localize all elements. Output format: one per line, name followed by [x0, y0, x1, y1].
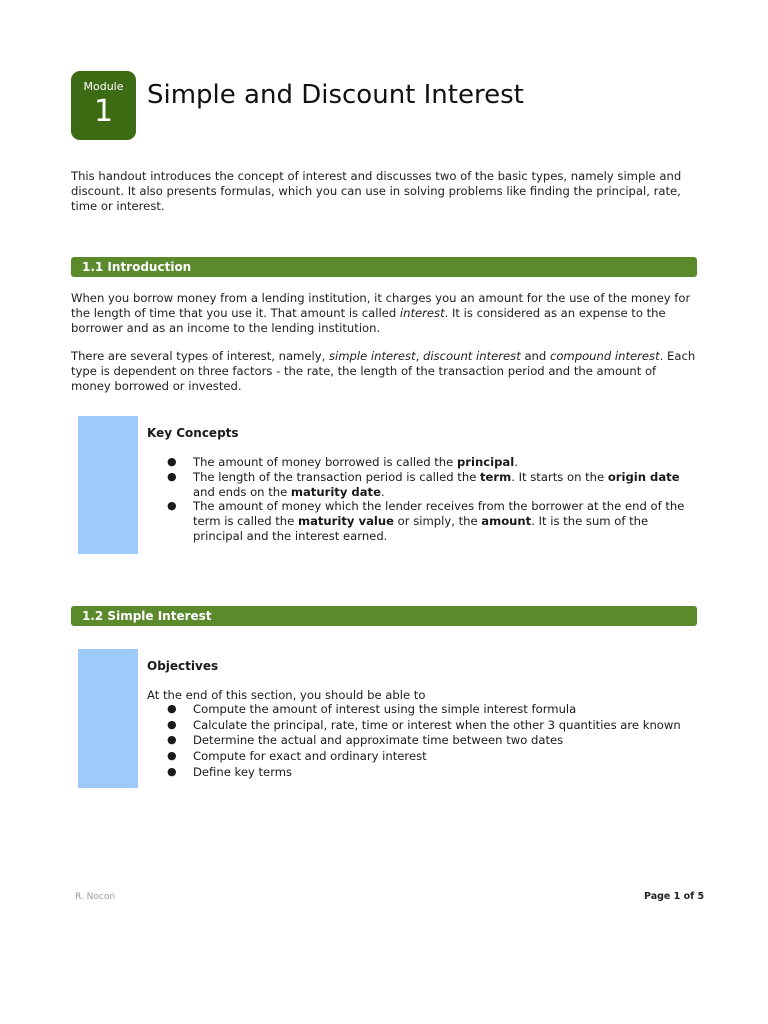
objectives-lead: At the end of this section, you should be able to [147, 688, 426, 702]
list-item: ● The length of the transaction period is called the term. It starts on the origin date and ends on the maturity date. [167, 469, 680, 499]
list-item: ● The amount of money which the lender receives from the borrower at the end of the term is called the maturity value or simply, the amount. It is the sum of the principal and the interest earned. [167, 499, 685, 543]
list-item: ● Compute the amount of interest using the simple interest formula [167, 702, 577, 716]
list-item: ● Calculate the principal, rate, time or interest when the other 3 quantities are known [167, 717, 681, 732]
list-item: ● Determine the actual and approximate time between two dates [167, 733, 564, 748]
introduction-paragraph-1: When you borrow money from a lending institution, it charges you an amount for the use of the money for the length of time that you use it. That amount is called interest. It is considered as an expense to the borrower and as an income to the lending institution. [71, 291, 691, 335]
objectives-heading: Objectives [147, 659, 219, 673]
bullet-icon: ● [167, 455, 177, 468]
key-concepts-callout-bar [78, 416, 138, 554]
section-heading-introduction: 1.1 Introduction [71, 257, 697, 277]
key-concepts-heading: Key Concepts [147, 426, 239, 440]
list-item: ● Compute for exact and ordinary interest [167, 749, 427, 764]
module-badge [71, 71, 136, 140]
section-heading-simple-interest: 1.2 Simple Interest [71, 606, 697, 626]
objectives-callout-bar [78, 649, 138, 788]
intro-paragraph: This handout introduces the concept of interest and discusses two of the basic types, namely simple and discount. It also presents formulas, which you can use in solving problems like finding the principal, rate, time or interest. [71, 169, 682, 213]
page-title: Simple and Discount Interest [147, 80, 524, 110]
bullet-icon: ● [167, 749, 177, 763]
bullet-icon: ● [167, 499, 177, 513]
bullet-icon: ● [167, 764, 177, 778]
footer-author: R. Nocon [75, 892, 116, 902]
objectives-list [167, 702, 697, 780]
bullet-icon: ● [167, 469, 177, 483]
module-label: Module [83, 80, 124, 93]
introduction-paragraph-2: There are several types of interest, namely, simple interest, discount interest and compound interest. Each type is dependent on three factors - the rate, the length of the transaction period and the amount of money borrowed or invested. [71, 349, 696, 393]
footer-page-number: Page 1 of 5 [644, 891, 705, 902]
bullet-icon: ● [167, 702, 177, 715]
list-item: ● Define key terms [167, 764, 293, 779]
list-item: ● The amount of money borrowed is called the principal. [167, 455, 518, 469]
bullet-icon: ● [167, 717, 177, 731]
module-number: 1 [93, 94, 114, 129]
key-concepts-list [167, 455, 697, 544]
bullet-icon: ● [167, 733, 177, 747]
